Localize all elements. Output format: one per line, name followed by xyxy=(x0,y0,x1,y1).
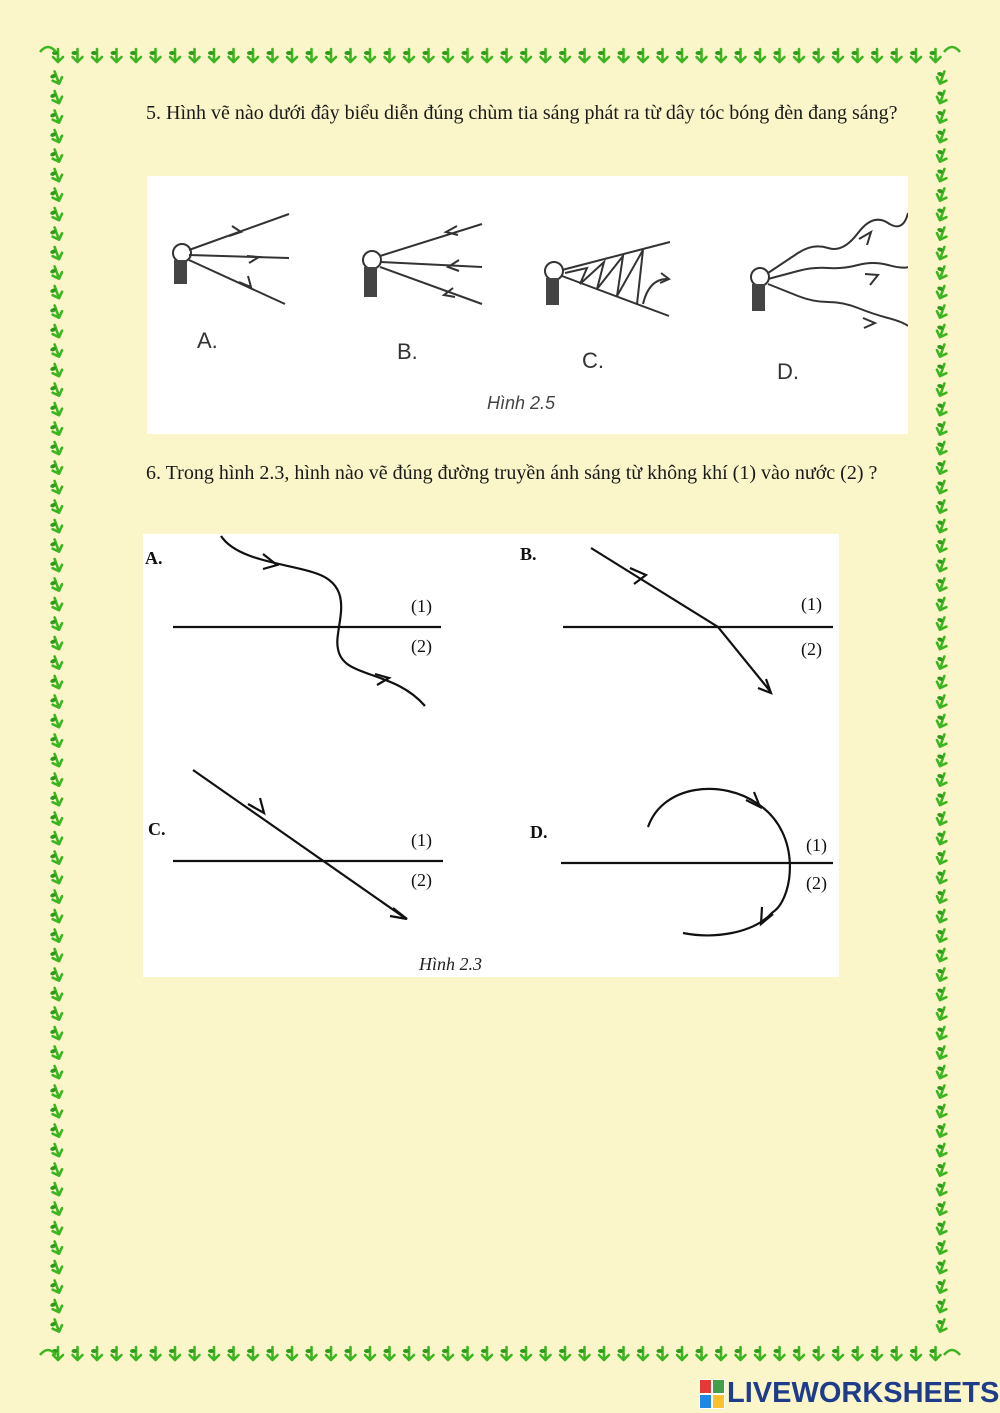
border-leaf xyxy=(462,49,473,62)
bulb-icon xyxy=(545,262,563,280)
border-leaf xyxy=(442,49,453,62)
border-leaf xyxy=(676,1347,687,1360)
option-c-label: C. xyxy=(582,348,604,373)
border-leaf xyxy=(49,499,64,515)
option-a-diagram xyxy=(173,214,289,304)
border-leaf xyxy=(49,947,64,963)
border-leaf xyxy=(934,69,949,85)
border-leaf xyxy=(49,1045,64,1061)
border-leaf xyxy=(934,440,949,456)
border-leaf xyxy=(481,1347,492,1360)
option-b-label: B. xyxy=(397,339,418,364)
border-leaf xyxy=(49,226,64,242)
border-leaf xyxy=(813,1347,824,1360)
border-leaf xyxy=(49,304,64,320)
border-leaf xyxy=(49,1025,64,1041)
border-leaf xyxy=(657,49,668,62)
border-leaf xyxy=(267,1347,278,1360)
border-leaf xyxy=(871,1347,882,1360)
border-leaf xyxy=(934,323,949,339)
border-leaf xyxy=(49,655,64,671)
border-leaf xyxy=(934,576,949,592)
border-leaf xyxy=(735,1347,746,1360)
bulb-icon xyxy=(363,251,381,269)
border-corner xyxy=(944,1350,960,1355)
border-leaf xyxy=(49,1103,64,1119)
medium-2-label: (2) xyxy=(801,639,822,659)
border-leaf xyxy=(49,1006,64,1022)
border-leaf xyxy=(91,1347,102,1360)
border-leaf xyxy=(286,49,297,62)
border-leaf xyxy=(559,1347,570,1360)
border-leaf xyxy=(934,284,949,300)
border-leaf xyxy=(934,1298,949,1314)
border-leaf xyxy=(49,323,64,339)
border-leaf xyxy=(49,538,64,554)
brand-text: LIVEWORKSHEETS xyxy=(727,1377,1000,1409)
border-leaf xyxy=(934,1025,949,1041)
option-b-diagram xyxy=(563,548,833,693)
border-leaf xyxy=(696,49,707,62)
border-leaf xyxy=(423,1347,434,1360)
border-leaf xyxy=(934,498,949,514)
border-leaf xyxy=(934,810,949,826)
border-leaf xyxy=(49,694,64,710)
border-leaf xyxy=(49,772,64,788)
border-leaf xyxy=(934,732,949,748)
border-leaf xyxy=(598,49,609,62)
border-leaf xyxy=(481,49,492,62)
border-leaf xyxy=(891,1347,902,1360)
border-leaf xyxy=(208,49,219,62)
border-leaf xyxy=(852,49,863,62)
border-leaf xyxy=(934,888,949,904)
border-leaf xyxy=(934,1005,949,1021)
border-leaf xyxy=(618,1347,629,1360)
border-leaf xyxy=(501,49,512,62)
border-leaf xyxy=(49,674,64,690)
border-leaf xyxy=(520,1347,531,1360)
border-leaf xyxy=(774,1347,785,1360)
border-leaf xyxy=(169,49,180,62)
border-leaf xyxy=(852,1347,863,1360)
border-leaf xyxy=(501,1347,512,1360)
border-leaf xyxy=(934,420,949,436)
border-leaf xyxy=(384,49,395,62)
border-leaf xyxy=(934,927,949,943)
border-leaf xyxy=(934,206,949,222)
option-d-diagram xyxy=(751,213,908,328)
border-leaf xyxy=(934,1200,949,1216)
border-leaf xyxy=(423,49,434,62)
liveworksheets-logo-icon xyxy=(699,1379,725,1409)
medium-1-label: (1) xyxy=(801,594,822,614)
medium-2-label: (2) xyxy=(411,636,432,656)
medium-1-label: (1) xyxy=(806,835,827,855)
logo-square-red xyxy=(699,1379,712,1394)
border-leaf xyxy=(49,733,64,749)
border-leaf xyxy=(735,49,746,62)
border-leaf xyxy=(934,479,949,495)
border-leaf xyxy=(247,1347,258,1360)
border-leaf xyxy=(934,830,949,846)
border-leaf xyxy=(49,1084,64,1100)
figure-2-3 xyxy=(143,534,839,977)
border-leaf xyxy=(934,342,949,358)
border-leaf xyxy=(934,537,949,553)
border-leaf xyxy=(49,109,64,125)
border-leaf xyxy=(49,967,64,983)
border-leaf xyxy=(49,1259,64,1275)
border-leaf xyxy=(49,70,64,86)
border-leaf xyxy=(934,693,949,709)
medium-1-label: (1) xyxy=(411,596,432,616)
border-leaf xyxy=(91,49,102,62)
border-leaf xyxy=(49,401,64,417)
border-leaf xyxy=(813,49,824,62)
border-leaf xyxy=(150,49,161,62)
option-a-diagram xyxy=(173,536,441,706)
border-leaf xyxy=(267,49,278,62)
border-leaf xyxy=(150,1347,161,1360)
border-leaf xyxy=(934,1064,949,1080)
border-leaf xyxy=(49,284,64,300)
border-leaf xyxy=(934,1181,949,1197)
border-leaf xyxy=(934,1161,949,1177)
border-leaf xyxy=(657,1347,668,1360)
border-leaf xyxy=(189,1347,200,1360)
border-leaf xyxy=(49,1064,64,1080)
border-leaf xyxy=(934,1142,949,1158)
border-leaf xyxy=(49,1142,64,1158)
option-a-label: A. xyxy=(145,548,163,568)
border-leaf xyxy=(934,264,949,280)
border-leaf xyxy=(49,830,64,846)
border-leaf xyxy=(934,869,949,885)
border-leaf xyxy=(111,1347,122,1360)
border-leaf xyxy=(934,518,949,534)
border-leaf xyxy=(403,49,414,62)
border-leaf xyxy=(49,850,64,866)
border-leaf xyxy=(49,460,64,476)
border-leaf xyxy=(49,986,64,1002)
logo-square-green xyxy=(712,1379,725,1394)
border-leaf xyxy=(934,713,949,729)
option-b-diagram xyxy=(363,224,482,304)
border-leaf xyxy=(832,1347,843,1360)
figure-2-5 xyxy=(147,176,908,434)
border-leaf xyxy=(49,148,64,164)
border-leaf xyxy=(208,1347,219,1360)
border-leaf xyxy=(934,1044,949,1060)
border-leaf xyxy=(934,362,949,378)
border-leaf xyxy=(49,635,64,651)
border-leaf xyxy=(930,1347,941,1360)
border-leaf xyxy=(934,245,949,261)
border-leaf xyxy=(637,1347,648,1360)
border-leaf xyxy=(111,49,122,62)
border-leaf xyxy=(934,596,949,612)
border-leaf xyxy=(934,635,949,651)
medium-2-label: (2) xyxy=(411,870,432,890)
border-leaf xyxy=(676,49,687,62)
medium-2-label: (2) xyxy=(806,873,827,893)
border-leaf xyxy=(49,479,64,495)
border-leaf xyxy=(49,206,64,222)
figure-caption: Hình 2.3 xyxy=(419,954,482,974)
border-leaf xyxy=(934,947,949,963)
border-leaf xyxy=(754,49,765,62)
border-leaf xyxy=(384,1347,395,1360)
logo-square-blue xyxy=(699,1394,712,1409)
border-leaf xyxy=(130,1347,141,1360)
option-a-label: A. xyxy=(197,328,218,353)
border-leaf xyxy=(715,49,726,62)
border-leaf xyxy=(910,1347,921,1360)
border-leaf xyxy=(696,1347,707,1360)
border-leaf xyxy=(49,440,64,456)
border-leaf xyxy=(934,225,949,241)
border-leaf xyxy=(579,49,590,62)
border-leaf xyxy=(934,986,949,1002)
question-6-text: 6. Trong hình 2.3, hình nào vẽ đúng đường truyền ánh sáng từ không khí (1) vào nước (2) ? xyxy=(146,462,878,484)
border-leaf xyxy=(618,49,629,62)
border-corner xyxy=(944,47,960,52)
border-leaf xyxy=(934,459,949,475)
border-leaf xyxy=(49,167,64,183)
border-leaf xyxy=(793,49,804,62)
border-leaf xyxy=(891,49,902,62)
border-leaf xyxy=(540,49,551,62)
border-leaf xyxy=(49,128,64,144)
border-leaf xyxy=(934,1278,949,1294)
border-leaf xyxy=(559,49,570,62)
border-leaf xyxy=(130,49,141,62)
border-leaf xyxy=(49,265,64,281)
option-c-diagram xyxy=(545,242,670,316)
question-5-text: 5. Hình vẽ nào dưới đây biểu diễn đúng chùm tia sáng phát ra từ dây tóc bóng đèn đang sáng? xyxy=(146,102,898,124)
border-leaf xyxy=(49,557,64,573)
border-leaf xyxy=(325,49,336,62)
figure-caption: Hình 2.5 xyxy=(487,393,556,413)
border-leaf xyxy=(49,811,64,827)
border-leaf xyxy=(540,1347,551,1360)
border-leaf xyxy=(49,1181,64,1197)
border-leaf xyxy=(934,186,949,202)
border-leaf xyxy=(934,771,949,787)
border-leaf xyxy=(934,908,949,924)
border-leaf xyxy=(934,128,949,144)
border-leaf xyxy=(934,401,949,417)
border-leaf xyxy=(49,908,64,924)
border-leaf xyxy=(49,869,64,885)
border-leaf xyxy=(306,49,317,62)
border-leaf xyxy=(934,849,949,865)
border-leaf xyxy=(934,752,949,768)
border-leaf xyxy=(345,1347,356,1360)
border-leaf xyxy=(49,1318,64,1334)
border-leaf xyxy=(403,1347,414,1360)
border-leaf xyxy=(49,596,64,612)
border-leaf xyxy=(49,616,64,632)
border-leaf xyxy=(715,1347,726,1360)
border-leaf xyxy=(49,713,64,729)
border-leaf xyxy=(49,1220,64,1236)
border-leaf xyxy=(754,1347,765,1360)
border-leaf xyxy=(934,674,949,690)
option-b-label: B. xyxy=(520,544,537,564)
border-leaf xyxy=(934,654,949,670)
border-leaf xyxy=(228,1347,239,1360)
border-leaf xyxy=(598,1347,609,1360)
border-leaf xyxy=(49,1123,64,1139)
border-leaf xyxy=(934,557,949,573)
border-leaf xyxy=(306,1347,317,1360)
border-leaf xyxy=(189,49,200,62)
border-leaf xyxy=(442,1347,453,1360)
bulb-icon xyxy=(751,268,769,286)
border-leaf xyxy=(49,928,64,944)
border-leaf xyxy=(49,421,64,437)
border-leaf xyxy=(49,187,64,203)
border-leaf xyxy=(72,49,83,62)
border-leaf xyxy=(579,1347,590,1360)
border-leaf xyxy=(934,167,949,183)
border-leaf xyxy=(934,108,949,124)
option-d-label: D. xyxy=(777,359,799,384)
border-leaf xyxy=(49,1162,64,1178)
border-leaf xyxy=(793,1347,804,1360)
option-d-label: D. xyxy=(530,822,548,842)
border-leaf xyxy=(934,1259,949,1275)
border-leaf xyxy=(49,889,64,905)
border-leaf xyxy=(934,1122,949,1138)
border-leaf xyxy=(637,49,648,62)
option-d-diagram xyxy=(561,789,833,935)
border-leaf xyxy=(934,147,949,163)
border-leaf xyxy=(49,1298,64,1314)
border-leaf xyxy=(520,49,531,62)
border-leaf xyxy=(345,49,356,62)
border-leaf xyxy=(910,49,921,62)
border-leaf xyxy=(462,1347,473,1360)
border-leaf xyxy=(934,89,949,105)
border-leaf xyxy=(49,343,64,359)
border-leaf xyxy=(169,1347,180,1360)
option-c-diagram xyxy=(173,770,443,919)
figure-2-3-drawing xyxy=(143,534,839,977)
border-leaf xyxy=(832,49,843,62)
option-c-label: C. xyxy=(148,819,166,839)
border-leaf xyxy=(49,1279,64,1295)
border-leaf xyxy=(871,49,882,62)
border-leaf xyxy=(49,752,64,768)
border-leaf xyxy=(72,1347,83,1360)
border-leaf xyxy=(49,791,64,807)
border-leaf xyxy=(934,303,949,319)
border-leaf xyxy=(325,1347,336,1360)
border-leaf xyxy=(934,1317,949,1333)
border-leaf xyxy=(228,49,239,62)
border-leaf xyxy=(934,1220,949,1236)
border-leaf xyxy=(934,791,949,807)
border-leaf xyxy=(49,1201,64,1217)
border-leaf xyxy=(934,1083,949,1099)
medium-1-label: (1) xyxy=(411,830,432,850)
border-leaf xyxy=(934,966,949,982)
border-leaf xyxy=(247,49,258,62)
bulb-icon xyxy=(173,244,191,262)
border-leaf xyxy=(934,615,949,631)
border-leaf xyxy=(930,49,941,62)
border-leaf xyxy=(49,518,64,534)
border-leaf xyxy=(286,1347,297,1360)
border-leaf xyxy=(364,49,375,62)
border-leaf xyxy=(934,1239,949,1255)
border-leaf xyxy=(49,245,64,261)
border-leaf xyxy=(364,1347,375,1360)
border-leaf xyxy=(49,1240,64,1256)
border-leaf xyxy=(934,1103,949,1119)
border-leaf xyxy=(49,89,64,105)
border-leaf xyxy=(774,49,785,62)
liveworksheets-brand[interactable] xyxy=(699,1377,999,1410)
border-leaf xyxy=(49,577,64,593)
logo-square-yellow xyxy=(712,1394,725,1409)
border-leaf xyxy=(49,362,64,378)
border-leaf xyxy=(934,381,949,397)
border-leaf xyxy=(49,382,64,398)
